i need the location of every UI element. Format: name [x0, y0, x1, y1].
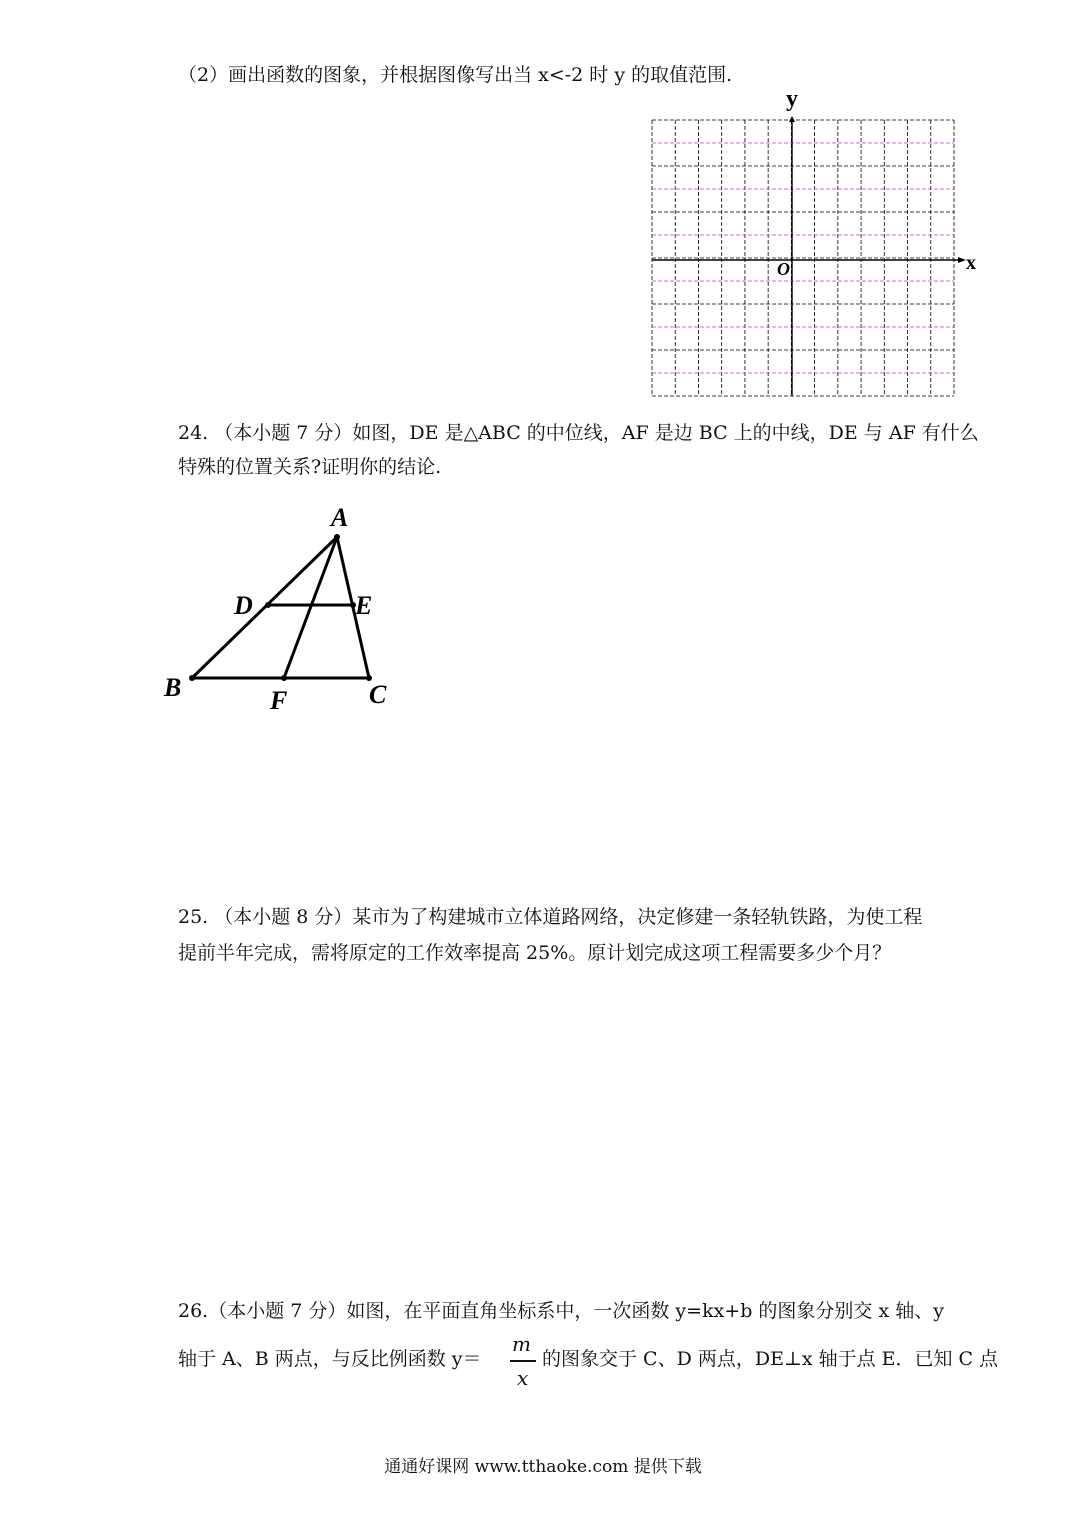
- triangle-figure: [155, 500, 415, 720]
- q26-line2-a: 轴于 A、B 两点，与反比例函数 y＝: [178, 1348, 482, 1370]
- label-a: A: [331, 503, 349, 532]
- x-axis-arrow: [958, 257, 966, 263]
- q26-line2-b: 的图象交于 C、D 两点，DE⊥x 轴于点 E．已知 C 点: [542, 1348, 999, 1370]
- fraction-denominator: x: [517, 1366, 529, 1390]
- grid-lines: [652, 120, 954, 396]
- q25-line1: 25. （本小题 8 分）某市为了构建城市立体道路网络，决定修建一条轻轨铁路，为使工程: [178, 906, 923, 928]
- footer-text: 通通好课网 www.tthaoke.com 提供下载: [384, 1457, 702, 1477]
- label-f: F: [270, 686, 288, 715]
- q23-part2-text: （2）画出函数的图象，并根据图像写出当 x<-2 时 y 的取值范围.: [178, 64, 733, 86]
- coordinate-grid: [640, 82, 990, 402]
- x-axis-label: x: [966, 252, 976, 274]
- q26-line1: 26.（本小题 7 分）如图，在平面直角坐标系中，一次函数 y=kx+b 的图象分别交 x 轴、y: [178, 1300, 944, 1322]
- y-axis-arrow: [789, 116, 795, 122]
- q25-line2: 提前半年完成，需将原定的工作效率提高 25%。原计划完成这项工程需要多少个月？: [178, 942, 892, 964]
- label-b: B: [164, 673, 182, 702]
- q24-line1: 24. （本小题 7 分）如图，DE 是△ABC 的中位线，AF 是边 BC 上的中线，DE 与 AF 有什么: [178, 422, 979, 444]
- fraction-numerator: m: [512, 1332, 531, 1356]
- label-e: E: [355, 591, 373, 620]
- fraction-bar: [510, 1360, 536, 1362]
- point-a: [334, 534, 340, 540]
- median-af: [284, 537, 337, 678]
- label-d: D: [234, 591, 253, 620]
- origin-label: O: [777, 259, 790, 279]
- point-b: [189, 675, 195, 681]
- point-d: [265, 602, 271, 608]
- label-c: C: [369, 680, 387, 709]
- point-f: [281, 675, 287, 681]
- q24-line2: 特殊的位置关系?证明你的结论.: [178, 456, 442, 478]
- y-axis-label: y: [786, 86, 798, 112]
- side-ab: [192, 537, 337, 678]
